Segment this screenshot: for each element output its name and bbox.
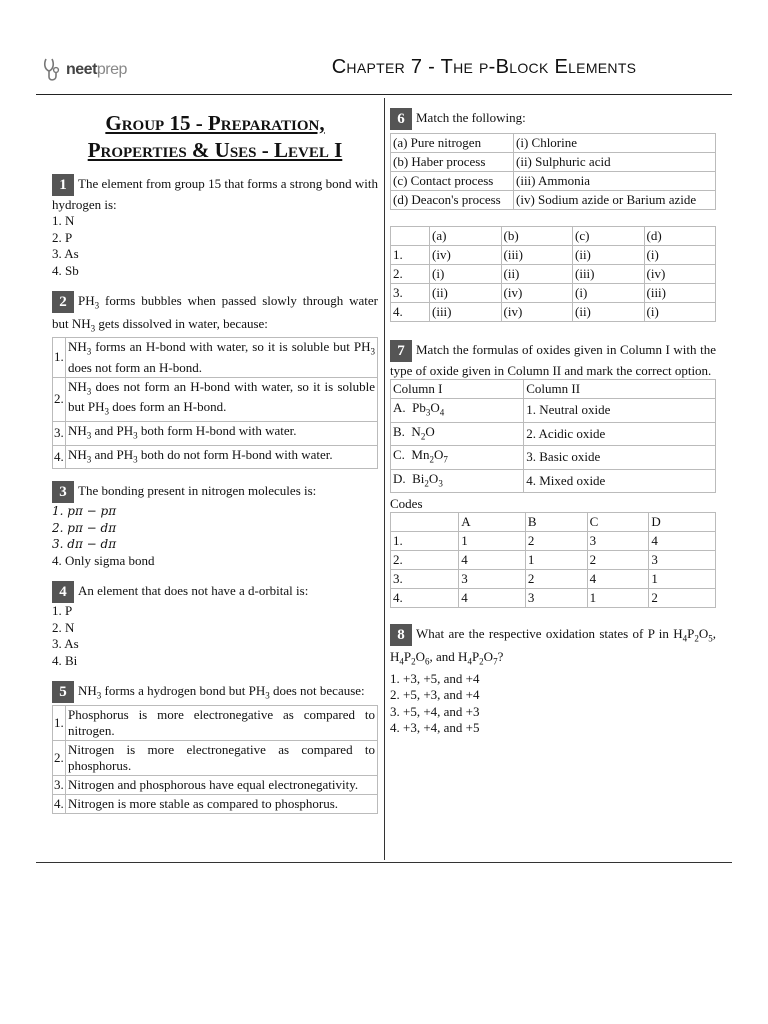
option-row: 4. $NH_3$ and $PH_3$ both do not form H-bond with water. — [53, 445, 378, 469]
option-text: Nitrogen and phosphorous have equal electronegativity. — [66, 775, 378, 794]
table-row: 1. (iv) (iii) (ii) (i) — [391, 246, 716, 265]
option: 3. As — [52, 636, 79, 652]
table-row: (c) Contact process (iii) Ammonia — [391, 172, 716, 191]
page-header — [36, 52, 732, 95]
question-number: 5 — [52, 681, 74, 703]
question-number: 1 — [52, 174, 74, 196]
chapter-title: Chapter 7 - The p-Block Elements — [331, 56, 637, 78]
table-row: D. $Bi_2O_3$ 4. Mixed oxide — [391, 469, 716, 493]
table-row: 3. 3 2 4 1 — [391, 570, 716, 589]
option: 2. N — [52, 619, 75, 635]
option-row: 2. $NH_3$ does not form an H-bond with water, so it is soluble but $PH_3$ does form an H-bond. — [53, 377, 378, 421]
question-number: 7 — [390, 340, 412, 362]
section-title-line2: Properties & Uses - Level I — [87, 138, 343, 162]
table-row: B. $N_2O$ 2. Acidic oxide — [391, 422, 716, 446]
table-row: 1. 1 2 3 4 — [391, 532, 716, 551]
option: 4. Bi — [52, 652, 78, 668]
option: 1. pπ − pπ — [52, 504, 117, 519]
footer-rule — [36, 862, 732, 863]
table-row: 2. 4 1 2 3 — [391, 551, 716, 570]
left-column — [52, 110, 378, 826]
option: 4. Sb — [52, 262, 79, 278]
stethoscope-icon — [42, 57, 64, 83]
question-8 — [390, 624, 716, 736]
answer-options-table — [390, 226, 716, 322]
codes-label: Codes — [390, 496, 423, 512]
option-text: $NH_3$ does not form an H-bond with water, so it is soluble but $PH_3$ does form an H-bond. — [66, 377, 378, 421]
table-header-row: Column I Column II — [391, 380, 716, 399]
option: 1. +3, +5, and +4 — [390, 670, 480, 686]
option-row: 4. Nitrogen is more stable as compared to phosphorus. — [53, 794, 378, 813]
option: 3. +5, +4, and +3 — [390, 703, 480, 719]
options-table — [52, 337, 378, 469]
table-row: A. $Pb_3O_4$ 1. Neutral oxide — [391, 399, 716, 423]
question-text: An element that does not have a d-orbital is: — [78, 583, 309, 599]
question-number: 8 — [390, 624, 412, 646]
section-title — [52, 110, 378, 164]
option: 3. dπ − dπ — [52, 537, 117, 552]
question-number: 3 — [52, 481, 74, 503]
question-4 — [52, 581, 378, 669]
right-column — [390, 108, 716, 749]
options-table — [52, 705, 378, 814]
option-text: Nitrogen is more electronegative as compared to phosphorus. — [66, 740, 378, 775]
table-row: 4. 4 3 1 2 — [391, 589, 716, 608]
option-row: 1. Phosphorus is more electronegative as compared to nitrogen. — [53, 705, 378, 740]
question-text: Match the formulas of oxides given in Column I with the type of oxide given in Column II and mark the correct option. — [390, 341, 716, 378]
question-number: 2 — [52, 291, 74, 313]
option-row: 2. Nitrogen is more electronegative as compared to phosphorus. — [53, 740, 378, 775]
question-1 — [52, 174, 378, 279]
option-row: 3. Nitrogen and phosphorous have equal electronegativity. — [53, 775, 378, 794]
option: 1. P — [52, 603, 73, 619]
option-text: Phosphorus is more electronegative as compared to nitrogen. — [66, 705, 378, 740]
option: 4. Only sigma bond — [52, 552, 155, 568]
question-number: 6 — [390, 108, 412, 130]
option-row: 1. $NH_3$ forms an H-bond with water, so it is soluble but $PH_3$ does not form an H-bond. — [53, 338, 378, 378]
table-row: (a) Pure nitrogen (i) Chlorine — [391, 134, 716, 153]
question-7 — [390, 340, 716, 608]
question-6 — [390, 108, 716, 322]
table-header-row: A B C D — [391, 513, 716, 532]
question-text: 8 What are the respective oxidation states of P in $H_4P_2O_5$, $H_4P_2O_6$, and $H_4P_2O_7$? — [390, 626, 716, 667]
column-divider — [384, 98, 385, 860]
question-text: The element from group 15 that forms a strong bond with hydrogen is: — [52, 175, 378, 212]
option: 2. +5, +3, and +4 — [390, 687, 480, 703]
match-table — [390, 133, 716, 210]
option: 1. N — [52, 213, 75, 228]
table-row: 2. (i) (ii) (iii) (iv) — [391, 265, 716, 284]
logo-text-primary: neet — [66, 61, 97, 78]
question-text: 2 $PH_3$ forms bubbles when passed slowly through water but $NH_3$ gets dissolved in water, because: — [52, 292, 378, 334]
table-row: (b) Haber process (ii) Sulphuric acid — [391, 153, 716, 172]
table-row: 4. (iii) (iv) (ii) (i) — [391, 303, 716, 322]
oxide-match-table — [390, 379, 716, 493]
logo-text-secondary: prep — [96, 61, 127, 78]
option: 4. +3, +4, and +5 — [390, 720, 480, 736]
question-text: The bonding present in nitrogen molecules is: — [78, 483, 317, 499]
table-header-row: (a) (b) (c) (d) — [391, 227, 716, 246]
option-text: $NH_3$ and $PH_3$ both do not form H-bond with water. — [66, 445, 378, 469]
option-text: Nitrogen is more stable as compared to phosphorus. — [66, 794, 378, 813]
codes-table — [390, 512, 716, 608]
option: 3. As — [52, 246, 79, 261]
neetprep-logo — [42, 56, 127, 84]
option: 2. pπ − dπ — [52, 520, 117, 535]
question-number: 4 — [52, 581, 74, 603]
table-row: (d) Deacon's process (iv) Sodium azide or Barium azide — [391, 191, 716, 210]
option: 2. P — [52, 229, 73, 245]
question-3 — [52, 481, 378, 569]
question-text: 5 $NH_3$ forms a hydrogen bond but $PH_3$ does not because: — [52, 681, 378, 705]
question-5 — [52, 681, 378, 814]
table-row: 3. (ii) (iv) (i) (iii) — [391, 284, 716, 303]
question-2 — [52, 291, 378, 469]
section-title-line1: Group 15 - Preparation, — [105, 111, 325, 135]
option-row: 3. $NH_3$ and $PH_3$ both form H-bond with water. — [53, 421, 378, 445]
question-text: Match the following: — [416, 109, 526, 125]
option-text: $NH_3$ and $PH_3$ both form H-bond with water. — [66, 421, 378, 445]
table-row: C. $Mn_2O_7$ 3. Basic oxide — [391, 446, 716, 470]
option-text: $NH_3$ forms an H-bond with water, so it is soluble but $PH_3$ does not form an H-bond. — [66, 338, 378, 378]
